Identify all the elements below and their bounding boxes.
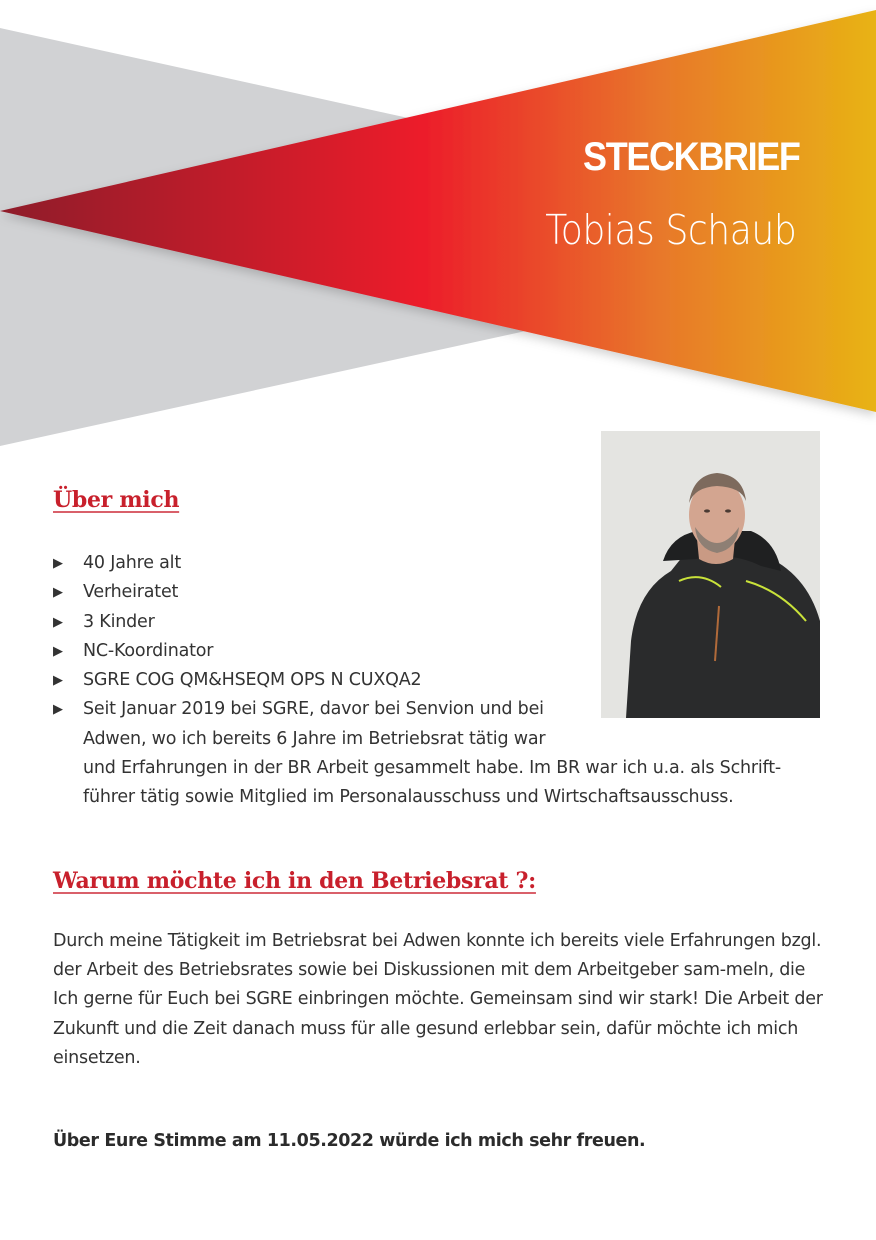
list-item-text: SGRE COG QM&HSEQM OPS N CUXQA2 <box>83 670 422 691</box>
about-heading: Über mich <box>53 487 180 513</box>
list-item <box>53 695 781 812</box>
why-heading: Warum möchte ich in den Betriebsrat ?: <box>53 868 536 894</box>
triangle-right-icon: ▶ <box>53 702 63 718</box>
person-name: Tobias Schaub <box>544 206 796 254</box>
list-item-text: Verheiratet <box>83 582 179 603</box>
list-item-text: 3 Kinder <box>83 611 155 632</box>
closing-statement: Über Eure Stimme am 11.05.2022 würde ich mich sehr freuen. <box>53 1131 646 1151</box>
list-item <box>53 637 573 666</box>
list-item <box>53 578 573 607</box>
list-item <box>53 608 573 637</box>
header-title: STECKBRIEF <box>583 135 800 179</box>
portrait-image <box>601 431 820 718</box>
triangle-right-icon: ▶ <box>53 614 63 630</box>
triangle-right-icon: ▶ <box>53 585 63 601</box>
list-item <box>53 666 573 695</box>
list-item-text-line2: Adwen, wo ich bereits 6 Jahre im Betriebsrat tätig war <box>83 728 546 749</box>
triangle-right-icon: ▶ <box>53 643 63 659</box>
header-banner <box>0 0 876 450</box>
triangle-right-icon: ▶ <box>53 556 63 571</box>
list-item-text-line1: Seit Januar 2019 bei SGRE, davor bei Senvion und bei <box>83 699 544 720</box>
why-paragraph: Durch meine Tätigkeit im Betriebsrat bei Adwen konnte ich bereits viele Erfahrungen bzgl. der Arbeit des Betriebsrates sowie bei Diskussionen mit dem Arbeitgeber sam-meln, die Ich gerne für Euch bei SGRE einbringen möchte. Gemeinsam sind wir stark! Die Arbeit der Zukunft und die Zeit danach muss für alle gesund erlebbar sein, dafür möchte ich mich einsetzen. <box>53 931 823 1068</box>
portrait-photo <box>601 431 820 718</box>
list-item-text: 40 Jahre alt <box>83 553 181 573</box>
triangle-right-icon: ▶ <box>53 673 63 689</box>
about-list <box>53 549 781 813</box>
list-item <box>53 549 573 578</box>
list-item-text-tail: und Erfahrungen in der BR Arbeit gesammelt habe. Im BR war ich u.a. als Schrift-führer tätig sowie Mitglied im Personalausschuss und Wirtschaftsausschuss. <box>83 758 781 808</box>
list-item-text: NC-Koordinator <box>83 640 214 661</box>
